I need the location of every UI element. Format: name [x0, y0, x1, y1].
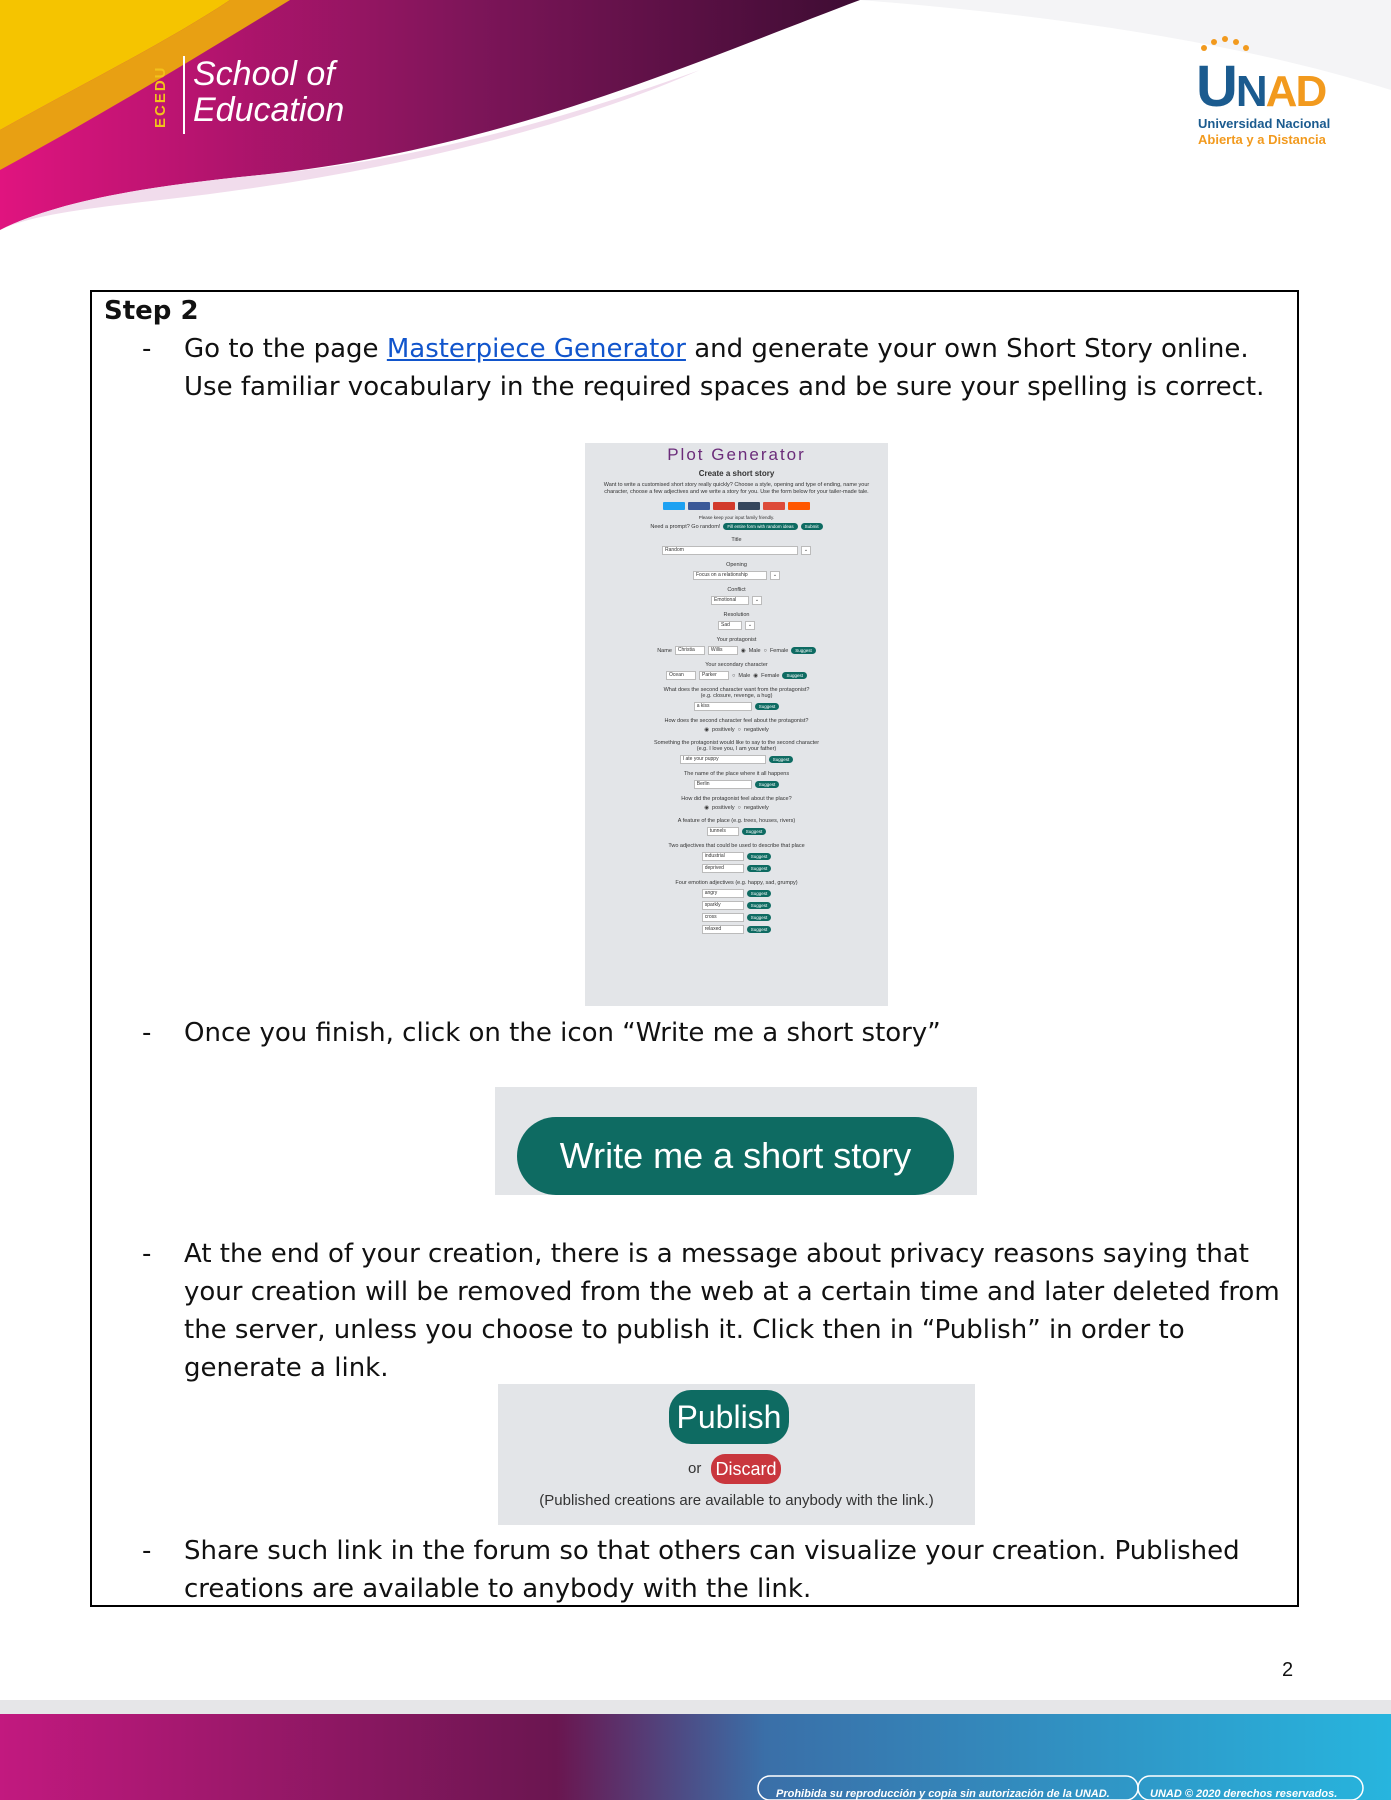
pg-pinterest-share-button[interactable] — [713, 502, 735, 510]
radio-icon[interactable]: ○ — [737, 727, 741, 733]
step-title: Step 2 — [104, 296, 199, 326]
masterpiece-generator-link[interactable]: Masterpiece Generator — [386, 334, 686, 364]
pg-emotion-input[interactable]: angry — [702, 889, 744, 898]
pg-suggest-button[interactable]: Suggest — [747, 853, 772, 860]
pg-suggest-button[interactable]: Suggest — [782, 672, 807, 679]
page-footer — [0, 1700, 1391, 1800]
radio-checked-icon[interactable]: ◉ — [704, 727, 710, 733]
pg-suggest-button[interactable]: Suggest — [742, 828, 767, 835]
pg-family-note: Please keep your input family friendly. — [698, 515, 775, 520]
unad-logo — [1196, 36, 1346, 156]
pg-tumblr-button[interactable] — [738, 502, 760, 510]
brand-divider — [183, 56, 185, 134]
pg-google-button[interactable] — [763, 502, 785, 510]
pg-conflict-select[interactable]: Emotional — [711, 596, 749, 605]
pg-emotion-input[interactable]: relaxed — [702, 925, 744, 934]
unad-wordmark: UNAD — [1196, 54, 1326, 119]
or-label: or — [688, 1460, 702, 1477]
bullet-dash: - — [142, 1018, 152, 1048]
bullet-dash: - — [142, 1536, 152, 1566]
pg-want-input[interactable]: a kiss — [694, 702, 752, 711]
radio-checked-icon[interactable]: ◉ — [704, 805, 710, 811]
pg-prompt-row: Need a prompt? Go random! Fill entire form with random ideas Submit — [585, 523, 888, 530]
chevron-down-icon[interactable]: ⌄ — [745, 621, 755, 630]
school-line-1: School of — [193, 55, 335, 93]
publish-screenshot — [498, 1384, 975, 1525]
chevron-down-icon[interactable]: ⌄ — [752, 596, 762, 605]
unad-name-line-2: Abierta y a Distancia — [1198, 132, 1326, 147]
pg-adjective-input[interactable]: deprived — [702, 864, 744, 873]
pg-tweet-button[interactable] — [663, 502, 685, 510]
bullet-dash: - — [142, 334, 152, 364]
pg-suggest-button[interactable]: Suggest — [747, 890, 772, 897]
pg-reddit-button[interactable] — [788, 502, 810, 510]
pg-emotion-input[interactable]: cross — [702, 913, 744, 922]
pg-submit-button[interactable]: Submit — [801, 523, 823, 530]
radio-checked-icon[interactable]: ◉ — [740, 647, 746, 654]
pg-subtitle: Create a short story — [698, 469, 775, 478]
pg-suggest-button[interactable]: Suggest — [747, 902, 772, 909]
pg-suggest-button[interactable]: Suggest — [747, 865, 772, 872]
write-short-story-button[interactable]: Write me a short story — [517, 1117, 954, 1195]
plot-generator-screenshot: Plot Generator Create a short story Want to write a customised short story really quickly? Choose a style, opening and type of ending, name your character, choose a few adjectives and we write a story for you. Use the form below for your tailer-made tale. Please keep your input family friendly. Need a prompt? Go random! Fill entire form with random ideas Submit Title Random ⌄ Opening Focus on a relationship ⌄ Conflict Emotional ⌄ Resolution Sad ⌄ Your protagonist Name Christia Willis ◉ Male ○ Female Suggest Your secondary character Ocean Parker ○ Male ◉ Female Suggest What does the second character want from the protagonist? (e.g. closure, revenge, a hug) a kiss Suggest How does the second character feel about the protagonist? ◉ positively ○ negatively Something the protagonist would like to say to the second character (e.g. I love you, I am your father) I ate your puppy Suggest The name of the place where it all happens Berlin Suggest How did the protagonist feel about the place? ◉ positively ○ negatively A feature of the place (e.g. trees, houses, rivers) tunnels Suggest Two adjectives that could be used to describe that place industrial Suggest deprived Suggest Four emotion adjectives (e.g. happy, sad, grumpy) angry Suggest sparkly Suggest cross Suggest relaxed Suggest — [585, 443, 888, 1006]
pg-emotion-input[interactable]: sparkly — [702, 901, 744, 910]
pg-description: Want to write a customised short story really quickly? Choose a style, opening and type of ending, name your character, choose a few adjectives and we write a story for you. Use the form below for your tailer-made tale. — [603, 482, 870, 495]
school-of-education-logo — [193, 56, 344, 128]
write-button-screenshot — [495, 1087, 977, 1195]
pg-opening-select[interactable]: Focus on a relationship — [693, 571, 767, 580]
radio-checked-icon[interactable]: ◉ — [753, 672, 759, 679]
publish-note: (Published creations are available to anybody with the link.) — [539, 1492, 934, 1509]
radio-icon[interactable]: ○ — [737, 805, 741, 811]
school-line-2: Education — [193, 91, 345, 129]
pg-adjective-input[interactable]: industrial — [702, 852, 744, 861]
pg-feature-input[interactable]: tunnels — [707, 827, 739, 836]
pg-suggest-button[interactable]: Suggest — [755, 703, 780, 710]
radio-icon[interactable]: ○ — [732, 672, 736, 679]
pg-resolution-select[interactable]: Sad — [718, 621, 742, 630]
pg-secondary-first-name[interactable]: Ocean — [666, 671, 696, 680]
pg-protagonist-last-name[interactable]: Willis — [708, 646, 738, 655]
pg-suggest-button[interactable]: Suggest — [755, 781, 780, 788]
page-number: 2 — [1282, 1659, 1294, 1681]
publish-button[interactable]: Publish — [669, 1390, 789, 1444]
pg-facebook-share-button[interactable] — [688, 502, 710, 510]
pg-title-select[interactable]: Random — [662, 546, 798, 555]
pg-suggest-button[interactable]: Suggest — [791, 647, 816, 654]
instruction-text-1: Go to the page Masterpiece Generator and generate your own Short Story online. Use familiar vocabulary in the required spaces and be sure your spelling is correct. — [184, 334, 1265, 402]
pg-secondary-last-name[interactable]: Parker — [699, 671, 729, 680]
pg-social-buttons — [585, 502, 888, 510]
chevron-down-icon[interactable]: ⌄ — [770, 571, 780, 580]
pg-say-input[interactable]: I ate your puppy — [680, 755, 766, 764]
pg-protagonist-first-name[interactable]: Christia — [675, 646, 705, 655]
pg-suggest-button[interactable]: Suggest — [747, 914, 772, 921]
footer-rights: UNAD © 2020 derechos reservados. — [1150, 1788, 1338, 1800]
discard-button[interactable]: Discard — [711, 1454, 781, 1484]
ecedu-label: ECEDU — [152, 65, 169, 129]
instruction-text-4: Share such link in the forum so that others can visualize your creation. Published creations are available to anybody with the link. — [184, 1536, 1240, 1604]
pg-place-input[interactable]: Berlin — [694, 780, 752, 789]
page-header — [0, 0, 1391, 230]
footer-band — [0, 1700, 1391, 1800]
footer-copyright-notice: Prohibida su reproducción y copia sin autorización de la UNAD. — [776, 1788, 1110, 1800]
chevron-down-icon[interactable]: ⌄ — [801, 546, 811, 555]
pg-title: Plot Generator — [667, 445, 806, 464]
pg-suggest-button[interactable]: Suggest — [747, 926, 772, 933]
pg-suggest-button[interactable]: Suggest — [769, 756, 794, 763]
instruction-text-3: At the end of your creation, there is a message about privacy reasons saying that your creation will be removed from the web at a certain time and later deleted from the server, unless you choose to publish it. Click then in “Publish” in order to generate a link. — [184, 1239, 1280, 1383]
radio-icon[interactable]: ○ — [763, 647, 767, 654]
instruction-text-2: Once you finish, click on the icon “Write me a short story” — [184, 1018, 941, 1048]
unad-name-line-1: Universidad Nacional — [1198, 116, 1331, 131]
pg-fill-random-button[interactable]: Fill entire form with random ideas — [723, 523, 797, 530]
bullet-dash: - — [142, 1239, 152, 1269]
